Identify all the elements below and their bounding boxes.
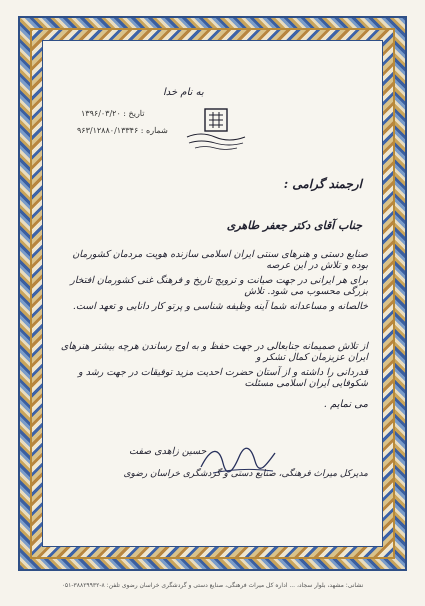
footer-address: نشانی: مشهد، بلوار سجاد، ... اداره کل میراث فرهنگی، صنایع دستی و گردشگری خراسان رضوی تلفن: ۸-۳۸۸۲۹۹۳۲-۰۵۱ (61, 582, 364, 589)
body-line: قدردانی را داشته و از آستان حضرت احدیت مزید توفیقات در جهت رشد و شکوفایی ایران اسلامی مسئلت (78, 367, 368, 389)
signatory-name: حسین زاهدی صفت (129, 446, 207, 457)
recipient-name: جناب آقای دکتر جعفر طاهری (226, 219, 362, 232)
certificate-body (42, 40, 383, 547)
body-line: از تلاش صمیمانه جنابعالی در جهت حفظ و به اوج رساندن هرچه بیشتر هنرهای ایران عزیزمان کمال تشکر و (60, 341, 368, 363)
letter-number: شماره : ۹۶۳/۱۲۸۸۰/۱۳۳۴۶ (77, 126, 168, 135)
organization-logo-icon (183, 107, 249, 151)
invocation-text: به نام خدا (163, 87, 204, 98)
signatory-title: مدیرکل میراث فرهنگی، صنایع دستی و گردشگری خراسان رضوی (123, 469, 368, 479)
closing-text: می نمایم . (323, 399, 368, 410)
letter-date: تاریخ : ۱۳۹۶/۰۳/۲۰ (81, 109, 145, 118)
salutation: ارجمند گرامی : (283, 177, 362, 191)
body-line: صنایع دستی و هنرهای سنتی ایران اسلامی سازنده هویت مردمان کشورمان بوده و تلاش در این عرصه (72, 249, 368, 271)
body-line: خالصانه و مساعدانه شما آینه وظیفه شناسی و پرتو کار دانایی و تعهد است. (72, 301, 368, 312)
body-line: برای هر ایرانی در جهت صیانت و ترویج تاریخ و فرهنگ غنی کشورمان افتخار بزرگی محسوب می شود. تلاش (70, 275, 368, 297)
